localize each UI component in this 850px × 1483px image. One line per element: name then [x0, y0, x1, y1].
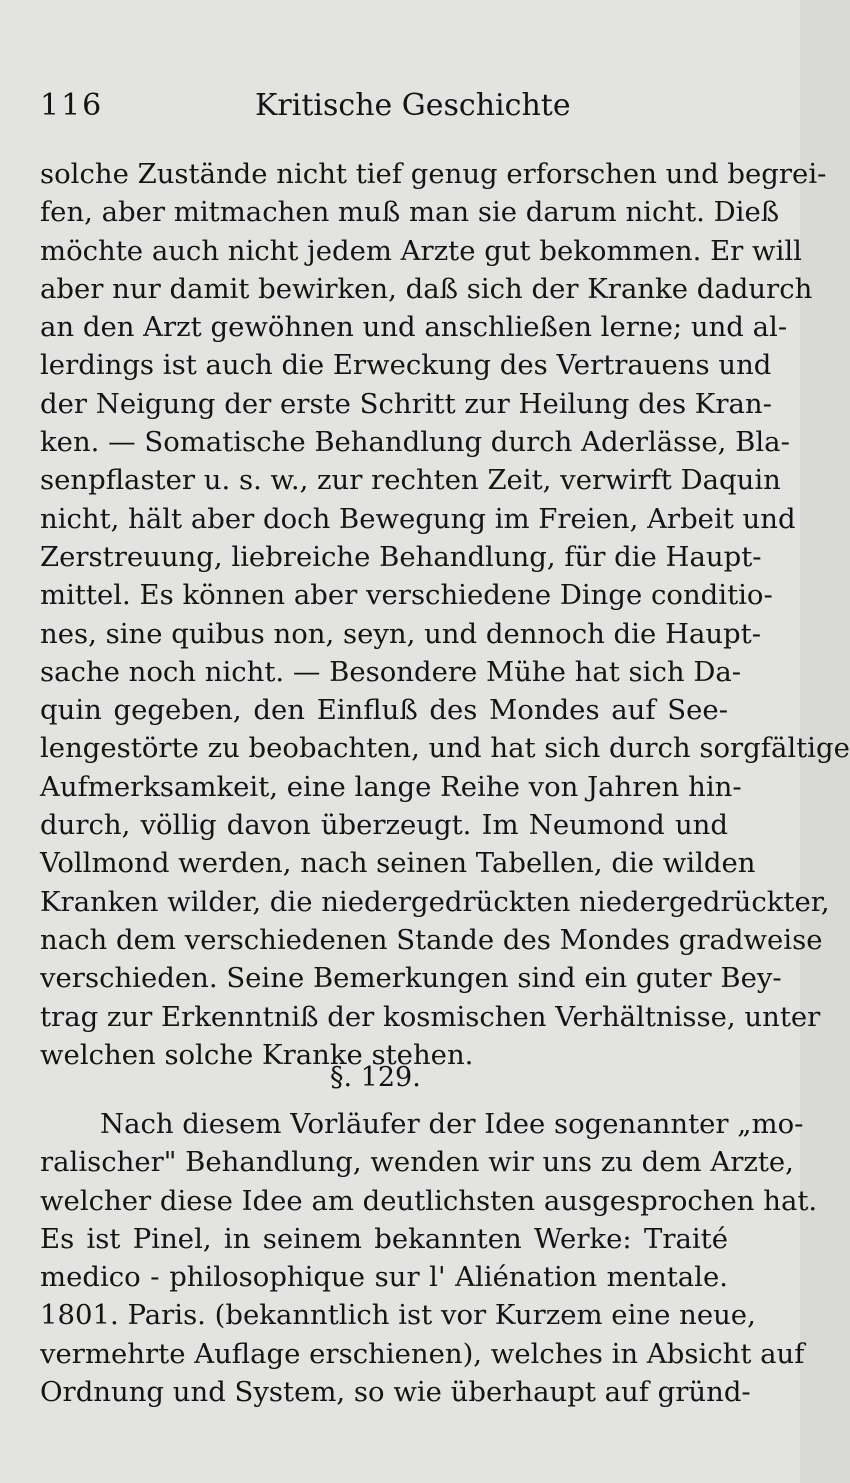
- text-line: ralischer" Behandlung, wenden wir uns zu dem Arzte,: [40, 1146, 794, 1179]
- text-line: Ordnung und System, so wie überhaupt auf gründ-: [40, 1376, 751, 1409]
- text-line: lerdings ist auch die Erweckung des Vertrauens und: [40, 349, 772, 382]
- text-line: aber nur damit bewirken, daß sich der Kranke dadurch: [40, 272, 813, 305]
- text-line: welcher diese Idee am deutlichsten ausgesprochen hat.: [40, 1184, 818, 1217]
- page-header: [40, 88, 730, 138]
- section-number: §. 129.: [330, 1062, 421, 1093]
- text-line: medico - philosophique sur l' Aliénation mentale.: [40, 1261, 728, 1294]
- text-line: Zerstreuung, liebreiche Behandlung, für die Haupt-: [40, 540, 762, 573]
- text-line: nach dem verschiedenen Stande des Mondes gradweise: [40, 923, 823, 956]
- text-line: Vollmond werden, nach seinen Tabellen, die wilden: [40, 847, 756, 880]
- text-line: vermehrte Auflage erschienen), welches in Absicht auf: [40, 1337, 805, 1370]
- text-line: möchte auch nicht jedem Arzte gut bekommen. Er will: [40, 234, 802, 267]
- page-number: 116: [40, 88, 104, 123]
- text-line: Es ist Pinel, in seinem bekannten Werke: Traité: [40, 1222, 728, 1255]
- text-line: an den Arzt gewöhnen und anschließen lerne; und al-: [40, 311, 788, 344]
- text-line: mittel. Es können aber verschiedene Dinge conditio-: [40, 579, 773, 612]
- text-line: sache noch nicht. — Besondere Mühe hat sich Da-: [40, 655, 742, 688]
- text-line: nicht, hält aber doch Bewegung im Freien, Arbeit und: [40, 502, 796, 535]
- running-head: Kritische Geschichte: [255, 88, 571, 123]
- text-line: der Neigung der erste Schritt zur Heilung des Kran-: [40, 387, 772, 420]
- text-line: verschieden. Seine Bemerkungen sind ein guter Bey-: [40, 962, 782, 995]
- paragraph-2: [40, 1105, 818, 1411]
- text-line: quin gegeben, den Einfluß des Mondes auf See-: [40, 694, 728, 727]
- text-line: Kranken wilder, die niedergedrückten niedergedrückter,: [40, 885, 830, 918]
- text-line: lengestörte zu beobachten, und hat sich durch sorgfältige: [40, 732, 850, 765]
- text-line: fen, aber mitmachen muß man sie darum nicht. Dieß: [40, 196, 780, 229]
- text-line: nes, sine quibus non, seyn, und dennoch die Haupt-: [40, 617, 762, 650]
- text-line: welchen solche Kranke stehen.: [40, 1038, 474, 1071]
- paragraph-1: [40, 155, 850, 1074]
- text-line: durch, völlig davon überzeugt. Im Neumond und: [40, 809, 728, 842]
- text-line: solche Zustände nicht tief genug erforschen und begrei-: [40, 158, 827, 190]
- text-line: ken. — Somatische Behandlung durch Aderlässe, Bla-: [40, 426, 790, 459]
- text-line: Aufmerksamkeit, eine lange Reihe von Jahren hin-: [40, 770, 742, 803]
- text-line: trag zur Erkenntniß der kosmischen Verhältnisse, unter: [40, 1000, 821, 1033]
- text-line: Nach diesem Vorläufer der Idee sogenannter „mo-: [100, 1108, 804, 1140]
- text-line: senpflaster u. s. w., zur rechten Zeit, verwirft Daquin: [40, 464, 781, 497]
- text-line: 1801. Paris. (bekanntlich ist vor Kurzem eine neue,: [40, 1299, 756, 1332]
